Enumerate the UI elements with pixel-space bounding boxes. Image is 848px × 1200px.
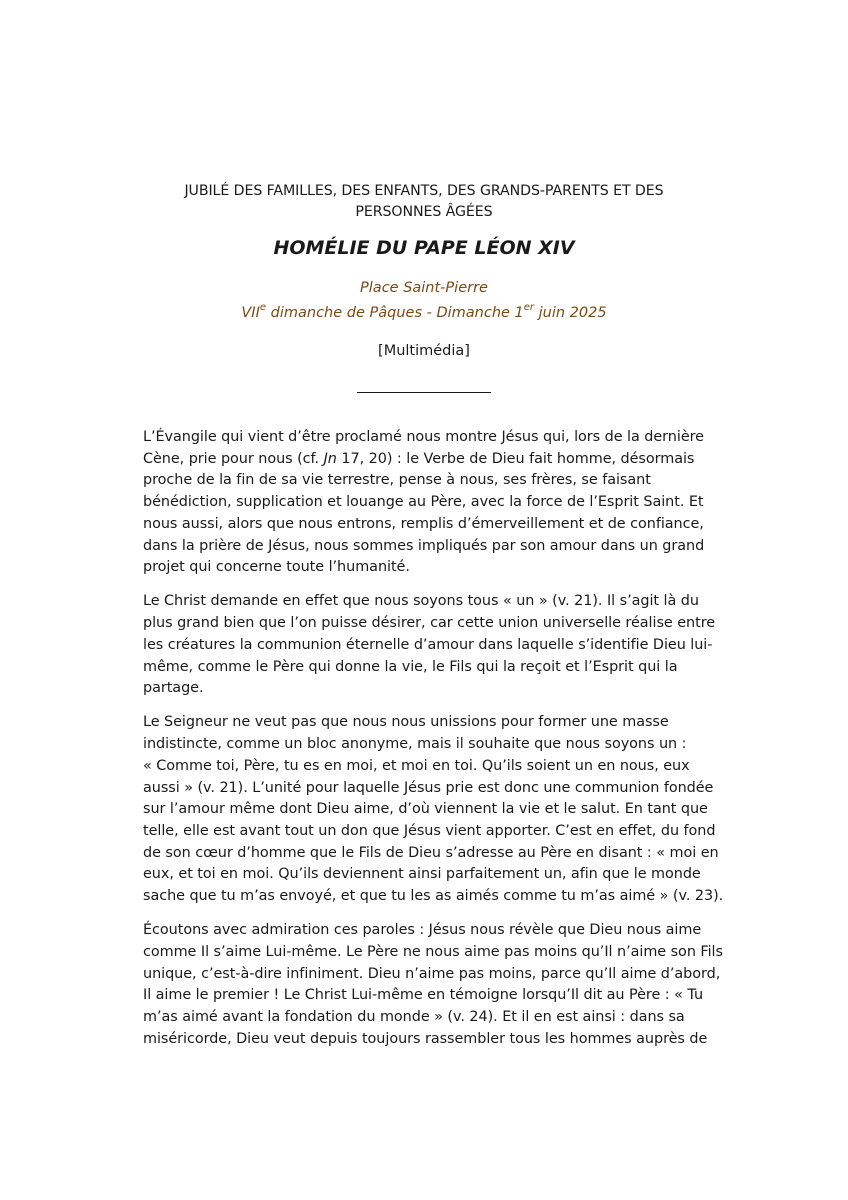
date-part-1: VII xyxy=(241,305,260,321)
date-part-3: juin 2025 xyxy=(534,305,607,321)
text-line: dans la prière de Jésus, nous sommes impliqués par son amour dans un grand xyxy=(143,537,705,554)
text-line: L’Évangile qui vient d’être proclamé nous montre Jésus qui, lors de la dernière xyxy=(143,429,704,445)
text-line: même, comme le Père qui donne la vie, le Fils qui la reçoit et l’Esprit qui la xyxy=(143,658,678,675)
text-line: projet qui concerne toute l’humanité. xyxy=(143,559,410,576)
header-divider xyxy=(357,392,491,393)
text-line: eux, et toi en moi. Qu’ils deviennent ainsi parfaitement un, afin que le monde xyxy=(143,866,701,883)
date-line xyxy=(0,302,848,324)
paragraph-4 xyxy=(143,920,723,1050)
date-sup-1: e xyxy=(259,302,267,314)
event-title-line-1: JUBILÉ DES FAMILLES, DES ENFANTS, DES GRANDS-PARENTS ET DES xyxy=(184,183,664,199)
text-line: « Comme toi, Père, tu es en moi, et moi en toi. Qu’ils soient un en nous, eux xyxy=(143,757,690,774)
text-line: Le Seigneur ne veut pas que nous nous unissions pour former une masse xyxy=(143,714,669,731)
homily-body xyxy=(143,427,724,1063)
text-run: 17, 20) : le Verbe de Dieu fait homme, désormais xyxy=(336,450,695,467)
text-run: Cène, prie pour nous (cf. xyxy=(143,450,324,467)
paragraph-3 xyxy=(143,712,724,907)
place-name: Place Saint-Pierre xyxy=(360,280,488,296)
text-line: comme Il s’aime Lui-même. Le Père ne nous aime pas moins qu’Il n’aime son Fils xyxy=(143,943,723,960)
text-line: proche de la fin de sa vie terrestre, pense à nous, ses frères, se faisant xyxy=(143,472,651,489)
date-sup-2: er xyxy=(523,302,535,314)
text-line: unique, c’est-à-dire infiniment. Dieu n’aime pas moins, parce qu’Il aime d’abord, xyxy=(143,965,721,982)
text-line: telle, elle est avant tout un don que Jésus vient apporter. C’est en effet, du fond xyxy=(143,822,716,839)
paragraph-1 xyxy=(143,427,708,579)
text-line: partage. xyxy=(143,680,204,697)
text-line xyxy=(143,449,708,471)
multimedia-link[interactable]: [Multimédia] xyxy=(378,343,470,359)
homily-title: HOMÉLIE DU PAPE LÉON XIV xyxy=(273,237,575,259)
text-line: de son cœur d’homme que le Fils de Dieu s’adresse au Père en disant : « moi en xyxy=(143,844,719,861)
text-line: aussi » (v. 21). L’unité pour laquelle Jésus prie est donc une communion fondée xyxy=(143,779,714,796)
text-line: nous aussi, alors que nous entrons, remplis d’émerveillement et de confiance, xyxy=(143,515,704,532)
text-line: les créatures la communion éternelle d’amour dans laquelle s’identifie Dieu lui- xyxy=(143,636,713,653)
date-part-2: dimanche de Pâques - Dimanche 1 xyxy=(266,305,524,321)
paragraph-2 xyxy=(143,591,716,700)
text-line: bénédiction, supplication et louange au Père, avec la force de l’Esprit Saint. Et xyxy=(143,494,704,511)
text-line: plus grand bien que l’on puisse désirer, car cette union universelle réalise entre xyxy=(143,615,716,632)
event-title-line-2: PERSONNES ÂGÉES xyxy=(355,204,493,220)
text-line: Écoutons avec admiration ces paroles : Jésus nous révèle que Dieu nous aime xyxy=(143,922,702,939)
text-line: indistincte, comme un bloc anonyme, mais il souhaite que nous soyons un : xyxy=(143,736,687,753)
text-line: sur l’amour même dont Dieu aime, d’où viennent la vie et le salut. En tant que xyxy=(143,801,708,818)
text-line: Il aime le premier ! Le Christ Lui-même en témoigne lorsqu’Il dit au Père : « Tu xyxy=(143,987,704,1004)
scripture-ref: Jn xyxy=(323,450,337,467)
text-line: miséricorde, Dieu veut depuis toujours rassembler tous les hommes auprès de xyxy=(143,1030,708,1047)
text-line: Le Christ demande en effet que nous soyons tous « un » (v. 21). Il s’agit là du xyxy=(143,593,699,610)
event-title xyxy=(0,181,848,223)
text-line: m’as aimé avant la fondation du monde » (v. 24). Et il en est ainsi : dans sa xyxy=(143,1009,685,1026)
text-line: sache que tu m’as envoyé, et que tu les as aimés comme tu m’as aimé » (v. 23). xyxy=(143,888,724,905)
